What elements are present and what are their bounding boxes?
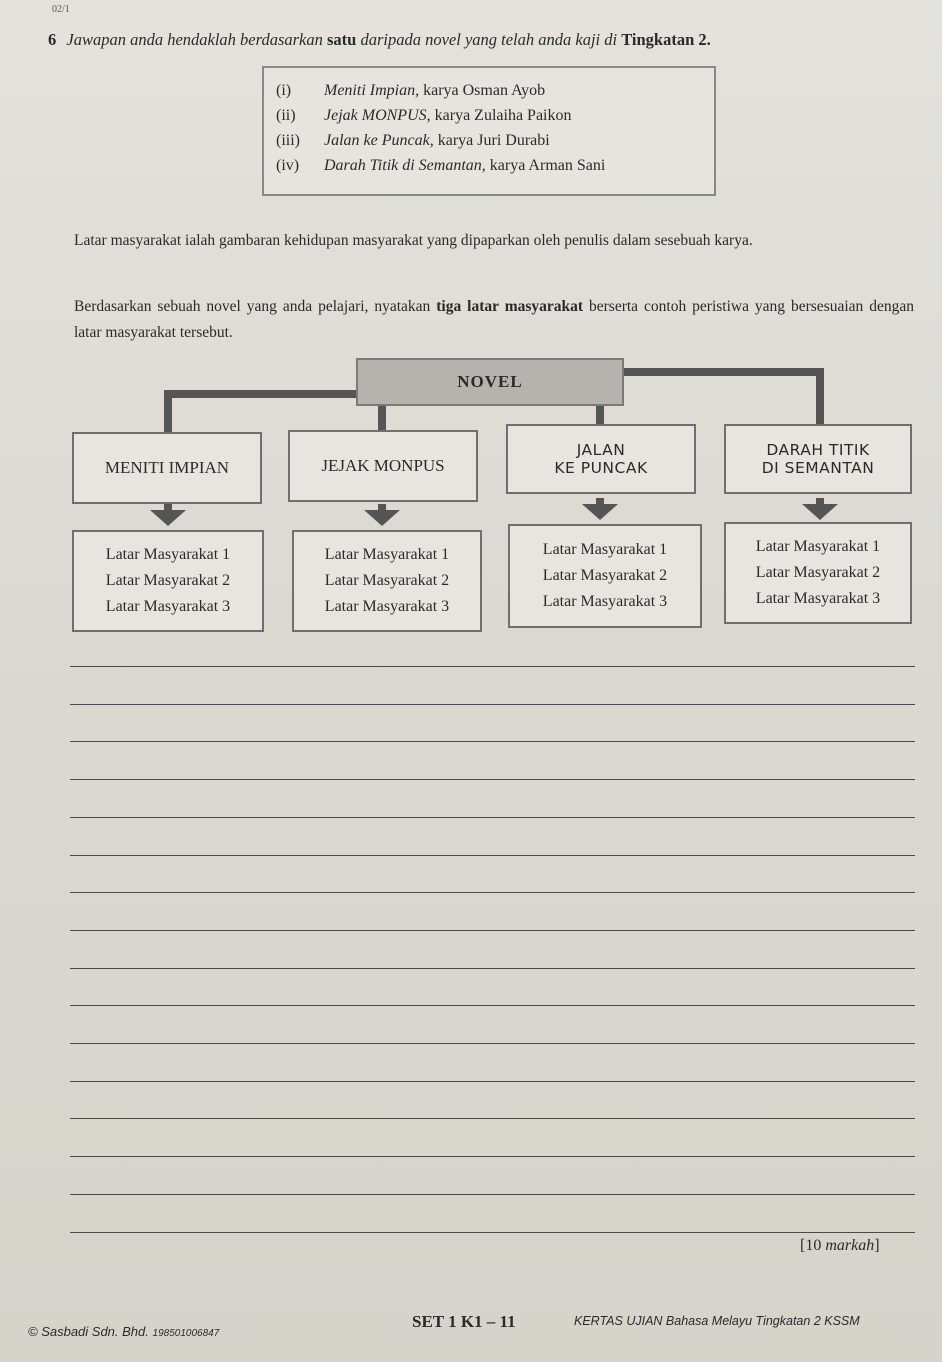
answer-line[interactable] — [70, 704, 915, 705]
novel-title: Jejak MONPUS, — [324, 107, 431, 124]
branch-title-line1: DARAH TITIK — [766, 441, 870, 459]
novel-roman: (iii) — [276, 132, 300, 149]
answer-line[interactable] — [70, 779, 915, 780]
latar-item: Latar Masyarakat 1 — [324, 546, 450, 563]
definition-paragraph: Latar masyarakat ialah gambaran kehidupan masyarakat yang dipaparkan oleh penulis dalam sesebuah karya. — [74, 232, 753, 249]
answer-line[interactable] — [70, 1194, 915, 1195]
answer-line[interactable] — [70, 1118, 915, 1119]
novel-author: karya Arman Sani — [489, 157, 606, 174]
instruction-end: berserta contoh peristiwa yang bersesuaian dengan latar masyarakat tersebut. — [74, 298, 914, 341]
answer-line[interactable] — [70, 1232, 915, 1233]
answer-line[interactable] — [70, 1005, 915, 1006]
novel-author: karya Juri Durabi — [437, 132, 550, 149]
answer-line[interactable] — [70, 855, 915, 856]
question-number: 6 — [48, 30, 57, 49]
branch-jalan-ke-puncak — [506, 424, 696, 494]
connector-left — [168, 394, 356, 432]
novel-list-item — [276, 132, 714, 157]
instruction-paragraph — [74, 294, 914, 346]
latar-item: Latar Masyarakat 1 — [542, 541, 668, 558]
answer-line[interactable] — [70, 741, 915, 742]
branch-jejak-monpus — [288, 430, 478, 502]
branch-title-line2: DI SEMANTAN — [761, 459, 875, 477]
connector-right — [624, 372, 820, 424]
latar-item: Latar Masyarakat 2 — [324, 572, 450, 589]
answer-line[interactable] — [70, 817, 915, 818]
down-arrow — [802, 498, 838, 520]
latar-item: Latar Masyarakat 2 — [755, 564, 881, 581]
question-text-end: Tingkatan 2. — [621, 30, 711, 49]
latar-item: Latar Masyarakat 3 — [755, 590, 881, 607]
publisher-reg-number: 198501006847 — [152, 1328, 220, 1339]
branch-title-line2: KE PUNCAK — [554, 459, 648, 477]
answer-line[interactable] — [70, 1043, 915, 1044]
novel-author: karya Zulaiha Paikon — [434, 107, 572, 124]
question-text-start: Jawapan anda hendaklah berdasarkan — [66, 30, 323, 49]
marks-label — [800, 1237, 880, 1255]
marks-word: markah — [825, 1237, 875, 1254]
latar-item: Latar Masyarakat 3 — [542, 593, 668, 610]
answer-line[interactable] — [70, 968, 915, 969]
branch-title: JEJAK MONPUS — [321, 456, 445, 475]
novel-title: Jalan ke Puncak, — [324, 132, 434, 149]
publisher-name: © Sasbadi Sdn. Bhd. — [28, 1324, 149, 1339]
down-arrow — [364, 504, 400, 526]
page-code: 02/1 — [52, 4, 70, 15]
novel-title: Darah Titik di Semantan, — [324, 157, 486, 174]
latar-item: Latar Masyarakat 2 — [105, 572, 231, 589]
answer-line[interactable] — [70, 892, 915, 893]
marks-value: [10 — [800, 1237, 822, 1254]
latar-list-jejak-monpus — [292, 530, 482, 632]
marks-close: ] — [874, 1237, 880, 1254]
branch-title-line1: JALAN — [576, 441, 626, 459]
instruction-bold: tiga latar masyarakat — [436, 298, 584, 315]
footer-publisher — [28, 1324, 219, 1339]
novel-author: karya Osman Ayob — [423, 82, 546, 99]
novel-list-item — [276, 107, 714, 132]
latar-item: Latar Masyarakat 1 — [105, 546, 231, 563]
question-prompt — [48, 30, 918, 50]
branch-meniti-impian — [72, 432, 262, 504]
novel-title: Meniti Impian, — [324, 82, 420, 99]
latar-item: Latar Masyarakat 3 — [324, 598, 450, 615]
diagram-root-novel: NOVEL — [356, 358, 624, 406]
question-text-bold: satu — [326, 30, 357, 49]
footer-set-label: SET 1 K1 – 11 — [412, 1312, 516, 1331]
latar-item: Latar Masyarakat 3 — [105, 598, 231, 615]
branch-darah-titik-di-semantan — [724, 424, 912, 494]
novel-list-item — [276, 157, 714, 182]
latar-list-meniti-impian — [72, 530, 264, 632]
latar-list-jalan-ke-puncak — [508, 524, 702, 628]
down-arrow — [582, 498, 618, 520]
novel-roman: (ii) — [276, 107, 296, 124]
branch-title: MENITI IMPIAN — [104, 458, 230, 477]
latar-list-darah-titik-di-semantan — [724, 522, 912, 624]
latar-item: Latar Masyarakat 2 — [542, 567, 668, 584]
novel-roman: (i) — [276, 82, 292, 99]
down-arrow — [150, 504, 186, 526]
answer-line[interactable] — [70, 666, 915, 667]
answer-line[interactable] — [70, 1156, 915, 1157]
novel-roman: (iv) — [276, 157, 300, 174]
answer-line[interactable] — [70, 930, 915, 931]
question-text-mid: daripada novel yang telah anda kaji di — [360, 30, 618, 49]
answer-line[interactable] — [70, 1081, 915, 1082]
novel-list-box — [262, 66, 716, 196]
latar-item: Latar Masyarakat 1 — [755, 538, 881, 555]
instruction-start: Berdasarkan sebuah novel yang anda pelajari, nyatakan — [74, 298, 431, 315]
footer-paper-title: KERTAS UJIAN Bahasa Melayu Tingkatan 2 KSSM — [574, 1314, 860, 1328]
novel-list-item — [276, 82, 714, 107]
